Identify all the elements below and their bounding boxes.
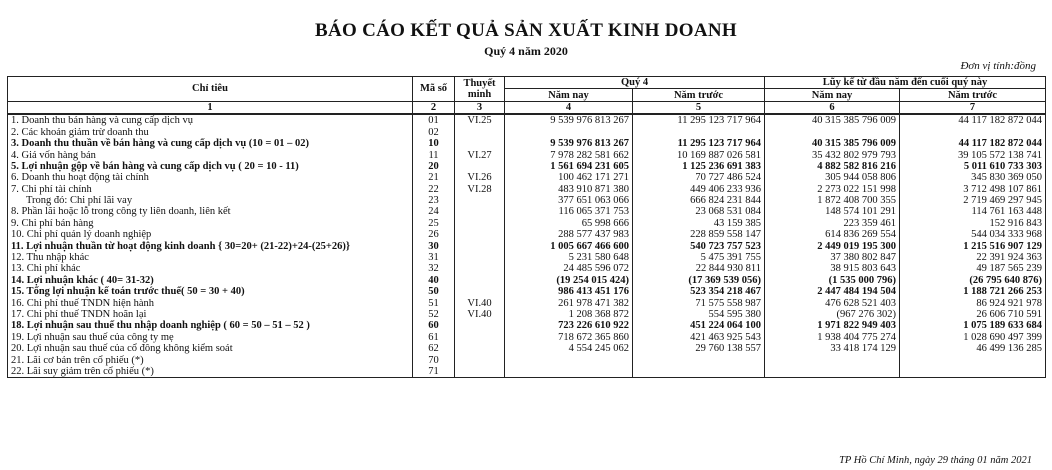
row-ytd-previous: (26 795 640 876) [900, 275, 1046, 286]
row-code: 40 [413, 275, 455, 286]
table-row [8, 114, 1046, 126]
row-ytd-current [765, 127, 900, 138]
row-note: VI.40 [455, 297, 505, 308]
row-code: 20 [413, 161, 455, 172]
row-note [455, 195, 505, 206]
row-quarter-current: 986 413 451 176 [505, 286, 633, 297]
row-label: 14. Lợi nhuận khác ( 40= 31-32) [8, 275, 413, 286]
row-quarter-previous: 5 475 391 755 [633, 252, 765, 263]
row-ytd-previous: 544 034 333 968 [900, 229, 1046, 240]
row-note: VI.40 [455, 309, 505, 320]
row-ytd-current: 2 273 022 151 998 [765, 184, 900, 195]
row-label: 8. Phần lãi hoặc lỗ trong công ty liên doanh, liên kết [8, 206, 413, 217]
row-quarter-current: 100 462 171 271 [505, 172, 633, 183]
row-label: 11. Lợi nhuận thuần từ hoạt động kinh doanh { 30=20+ (21-22)+24-(25+26)} [8, 240, 413, 251]
column-number: 2 [413, 101, 455, 114]
row-ytd-current: 614 836 269 554 [765, 229, 900, 240]
row-ytd-previous: 5 011 610 733 303 [900, 161, 1046, 172]
row-ytd-previous: 44 117 182 872 044 [900, 138, 1046, 149]
row-ytd-current: 223 359 461 [765, 218, 900, 229]
table-row [8, 161, 1046, 172]
row-note [455, 229, 505, 240]
row-ytd-previous: 345 830 369 050 [900, 172, 1046, 183]
row-ytd-current: 4 882 582 816 216 [765, 161, 900, 172]
row-code: 22 [413, 184, 455, 195]
header-quarter: Quý 4 [505, 77, 765, 89]
column-number: 7 [900, 101, 1046, 114]
row-note [455, 275, 505, 286]
row-quarter-previous: 540 723 757 523 [633, 240, 765, 251]
table-row [8, 309, 1046, 320]
row-ytd-current: 2 447 484 194 504 [765, 286, 900, 297]
row-label: 17. Chi phí thuế TNDN hoãn lại [8, 309, 413, 320]
row-quarter-current: 723 226 610 922 [505, 320, 633, 331]
row-code: 61 [413, 332, 455, 343]
row-ytd-current: 1 971 822 949 403 [765, 320, 900, 331]
row-ytd-previous [900, 366, 1046, 378]
row-note: VI.27 [455, 149, 505, 160]
column-number: 6 [765, 101, 900, 114]
table-row [8, 286, 1046, 297]
row-ytd-previous: 22 391 924 363 [900, 252, 1046, 263]
row-code: 70 [413, 354, 455, 365]
row-label: 16. Chi phí thuế TNDN hiện hành [8, 297, 413, 308]
row-ytd-previous: 46 499 136 285 [900, 343, 1046, 354]
row-quarter-previous: 1 125 236 691 383 [633, 161, 765, 172]
row-quarter-previous: 449 406 233 936 [633, 184, 765, 195]
report-period: Quý 4 năm 2020 [484, 44, 568, 58]
row-label: 21. Lãi cơ bản trên cổ phiếu (*) [8, 354, 413, 365]
row-label: Trong đó: Chi phí lãi vay [8, 195, 413, 206]
row-note [455, 161, 505, 172]
column-number: 5 [633, 101, 765, 114]
header-ytd-current: Năm nay [765, 89, 900, 101]
table-row [8, 138, 1046, 149]
table-row [8, 343, 1046, 354]
row-ytd-previous: 152 916 843 [900, 218, 1046, 229]
table-row [8, 275, 1046, 286]
row-ytd-previous: 1 215 516 907 129 [900, 240, 1046, 251]
column-number: 1 [8, 101, 413, 114]
row-note [455, 206, 505, 217]
column-number: 4 [505, 101, 633, 114]
table-row [8, 127, 1046, 138]
row-quarter-previous: 523 354 218 467 [633, 286, 765, 297]
row-ytd-current: 40 315 385 796 009 [765, 138, 900, 149]
row-note [455, 343, 505, 354]
row-code: 21 [413, 172, 455, 183]
row-quarter-current: 483 910 871 380 [505, 184, 633, 195]
row-quarter-previous: 421 463 925 543 [633, 332, 765, 343]
row-code: 26 [413, 229, 455, 240]
row-label: 10. Chi phí quản lý doanh nghiệp [8, 229, 413, 240]
table-row [8, 240, 1046, 251]
row-quarter-previous: 228 859 558 147 [633, 229, 765, 240]
row-quarter-previous: 71 575 558 987 [633, 297, 765, 308]
row-quarter-current: 7 978 282 581 662 [505, 149, 633, 160]
row-label: 3. Doanh thu thuần về bán hàng và cung cấp dịch vụ (10 = 01 – 02) [8, 138, 413, 149]
row-note [455, 332, 505, 343]
table-row [8, 206, 1046, 217]
row-note [455, 366, 505, 378]
row-label: 12. Thu nhập khác [8, 252, 413, 263]
table-row [8, 297, 1046, 308]
row-code: 71 [413, 366, 455, 378]
table-row [8, 366, 1046, 378]
row-quarter-previous: (17 369 539 056) [633, 275, 765, 286]
row-quarter-current: 9 539 976 813 267 [505, 114, 633, 126]
row-label: 4. Giá vốn hàng bán [8, 149, 413, 160]
row-label: 19. Lợi nhuận sau thuế của công ty mẹ [8, 332, 413, 343]
row-quarter-current: 377 651 063 066 [505, 195, 633, 206]
row-quarter-previous: 451 224 064 100 [633, 320, 765, 331]
row-ytd-previous: 86 924 921 978 [900, 297, 1046, 308]
row-quarter-previous: 11 295 123 717 964 [633, 138, 765, 149]
row-quarter-previous: 70 727 486 524 [633, 172, 765, 183]
row-ytd-previous: 44 117 182 872 044 [900, 114, 1046, 126]
table-row [8, 320, 1046, 331]
row-code: 32 [413, 263, 455, 274]
row-code: 51 [413, 297, 455, 308]
row-quarter-previous [633, 366, 765, 378]
row-code: 52 [413, 309, 455, 320]
row-code: 30 [413, 240, 455, 251]
row-note: VI.28 [455, 184, 505, 195]
row-quarter-previous: 666 824 231 844 [633, 195, 765, 206]
row-ytd-previous: 26 606 710 591 [900, 309, 1046, 320]
row-note [455, 286, 505, 297]
row-note [455, 138, 505, 149]
row-ytd-previous: 114 761 163 448 [900, 206, 1046, 217]
table-row [8, 218, 1046, 229]
table-row [8, 172, 1046, 183]
table-row [8, 195, 1046, 206]
row-quarter-previous: 29 760 138 557 [633, 343, 765, 354]
row-note [455, 218, 505, 229]
column-number: 3 [455, 101, 505, 114]
row-code: 62 [413, 343, 455, 354]
row-note [455, 240, 505, 251]
row-label: 6. Doanh thu hoạt động tài chính [8, 172, 413, 183]
row-ytd-previous: 2 719 469 297 945 [900, 195, 1046, 206]
header-chi-tieu: Chỉ tiêu [8, 77, 413, 102]
row-ytd-current: 35 432 802 979 793 [765, 149, 900, 160]
row-ytd-previous: 39 105 572 138 741 [900, 149, 1046, 160]
header-quarter-current: Năm nay [505, 89, 633, 101]
row-quarter-previous [633, 354, 765, 365]
row-quarter-current: 4 554 245 062 [505, 343, 633, 354]
row-ytd-previous [900, 127, 1046, 138]
row-label: 22. Lãi suy giảm trên cổ phiếu (*) [8, 366, 413, 378]
row-quarter-previous: 554 595 380 [633, 309, 765, 320]
row-quarter-previous: 22 844 930 811 [633, 263, 765, 274]
row-code: 01 [413, 114, 455, 126]
row-ytd-previous: 1 075 189 633 684 [900, 320, 1046, 331]
row-code: 23 [413, 195, 455, 206]
header-ytd-previous: Năm trước [900, 89, 1046, 101]
row-ytd-current [765, 366, 900, 378]
row-ytd-current: (967 276 302) [765, 309, 900, 320]
signature-date: TP Hồ Chí Minh, ngày 29 tháng 01 năm 2021 [839, 455, 1032, 466]
row-ytd-current: 40 315 385 796 009 [765, 114, 900, 126]
table-row [8, 229, 1046, 240]
row-note [455, 320, 505, 331]
header-thuyet-minh: Thuyết minh [455, 77, 505, 102]
row-ytd-current: 2 449 019 195 300 [765, 240, 900, 251]
row-ytd-current: 1 872 408 700 355 [765, 195, 900, 206]
row-quarter-previous: 43 159 385 [633, 218, 765, 229]
row-quarter-current: 5 231 580 648 [505, 252, 633, 263]
row-quarter-current: 261 978 471 382 [505, 297, 633, 308]
row-code: 02 [413, 127, 455, 138]
row-quarter-current: (19 254 015 424) [505, 275, 633, 286]
row-label: 5. Lợi nhuận gộp về bán hàng và cung cấp dịch vụ ( 20 = 10 - 11) [8, 161, 413, 172]
row-quarter-current: 1 561 694 231 605 [505, 161, 633, 172]
row-note [455, 354, 505, 365]
table-row [8, 149, 1046, 160]
row-ytd-previous [900, 354, 1046, 365]
row-label: 7. Chi phí tài chính [8, 184, 413, 195]
row-quarter-current: 9 539 976 813 267 [505, 138, 633, 149]
row-code: 11 [413, 149, 455, 160]
income-statement-table [7, 76, 1046, 378]
row-label: 9. Chi phí bán hàng [8, 218, 413, 229]
row-ytd-current: 37 380 802 847 [765, 252, 900, 263]
table-row [8, 252, 1046, 263]
row-quarter-previous: 11 295 123 717 964 [633, 114, 765, 126]
row-quarter-current: 718 672 365 860 [505, 332, 633, 343]
row-note [455, 263, 505, 274]
row-quarter-previous: 23 068 531 084 [633, 206, 765, 217]
row-ytd-current: 305 944 058 806 [765, 172, 900, 183]
row-label: 2. Các khoản giảm trừ doanh thu [8, 127, 413, 138]
row-code: 24 [413, 206, 455, 217]
row-quarter-current: 288 577 437 983 [505, 229, 633, 240]
row-quarter-current [505, 366, 633, 378]
row-code: 10 [413, 138, 455, 149]
report-title: BÁO CÁO KẾT QUẢ SẢN XUẤT KINH DOANH [314, 20, 738, 41]
table-row [8, 263, 1046, 274]
row-quarter-current: 116 065 371 753 [505, 206, 633, 217]
row-ytd-current: 148 574 101 291 [765, 206, 900, 217]
table-body [8, 114, 1046, 377]
row-code: 31 [413, 252, 455, 263]
row-label: 15. Tổng lợi nhuận kế toán trước thuế( 50 = 30 + 40) [8, 286, 413, 297]
row-ytd-current: 1 938 404 775 274 [765, 332, 900, 343]
row-quarter-current: 65 998 666 [505, 218, 633, 229]
header-quarter-previous: Năm trước [633, 89, 765, 101]
row-code: 25 [413, 218, 455, 229]
row-ytd-previous: 3 712 498 107 861 [900, 184, 1046, 195]
row-note [455, 252, 505, 263]
row-quarter-current [505, 354, 633, 365]
row-quarter-current: 1 005 667 466 600 [505, 240, 633, 251]
row-quarter-current: 24 485 596 072 [505, 263, 633, 274]
table-row [8, 184, 1046, 195]
row-ytd-previous: 49 187 565 239 [900, 263, 1046, 274]
row-quarter-previous [633, 127, 765, 138]
row-note [455, 127, 505, 138]
row-label: 1. Doanh thu bán hàng và cung cấp dịch vụ [8, 114, 413, 126]
row-ytd-current: (1 535 000 796) [765, 275, 900, 286]
row-label: 18. Lợi nhuận sau thuế thu nhập doanh nghiệp ( 60 = 50 – 51 – 52 ) [8, 320, 413, 331]
row-note: VI.26 [455, 172, 505, 183]
row-label: 20. Lợi nhuận sau thuế của cổ đông không kiểm soát [8, 343, 413, 354]
row-ytd-current [765, 354, 900, 365]
row-code: 60 [413, 320, 455, 331]
table-row [8, 354, 1046, 365]
row-ytd-current: 33 418 174 129 [765, 343, 900, 354]
row-ytd-current: 38 915 803 643 [765, 263, 900, 274]
header-ma-so: Mã số [413, 77, 455, 102]
row-quarter-current: 1 208 368 872 [505, 309, 633, 320]
row-ytd-previous: 1 028 690 497 399 [900, 332, 1046, 343]
row-quarter-current [505, 127, 633, 138]
row-quarter-previous: 10 169 887 026 581 [633, 149, 765, 160]
currency-unit: Đơn vị tính:đồng [960, 60, 1036, 72]
row-ytd-previous: 1 188 721 266 253 [900, 286, 1046, 297]
row-code: 50 [413, 286, 455, 297]
row-label: 13. Chi phí khác [8, 263, 413, 274]
row-note: VI.25 [455, 114, 505, 126]
header-ytd: Lũy kế từ đầu năm đến cuối quý này [765, 77, 1046, 89]
table-row [8, 332, 1046, 343]
row-ytd-current: 476 628 521 403 [765, 297, 900, 308]
